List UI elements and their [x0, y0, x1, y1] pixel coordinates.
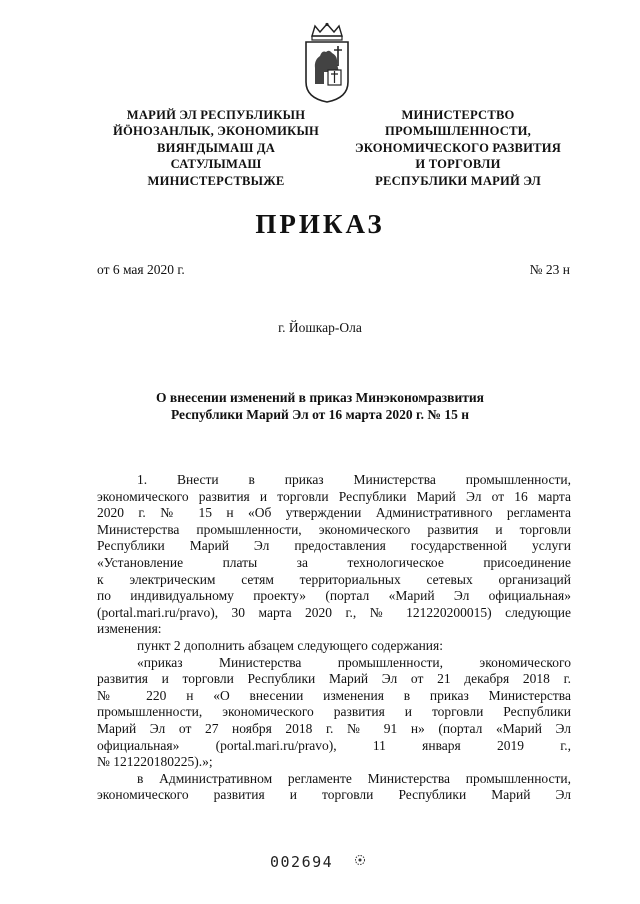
header-right-line: И ТОРГОВЛИ — [415, 157, 501, 172]
header-left-line: МАРИЙ ЭЛ РЕСПУБЛИКЫН — [126, 108, 306, 122]
body-line: пункт 2 дополнить абзацем следующего содержания: — [137, 637, 443, 653]
header-left-line: ЙӦНОЗАНЛЫК, ЭКОНОМИКЫН — [112, 124, 320, 139]
body-line: (portal.mari.ru/pravo), 30 марта 2020 г., № 121220200015) следующие — [97, 604, 571, 620]
subject-line: Республики Марий Эл от 16 марта 2020 г. № 15 н — [170, 407, 469, 422]
header-left-line: МИНИСТЕРСТВЫЖЕ — [147, 173, 285, 188]
body-line: к электрическим сетям территориальных сетевых организаций — [97, 571, 571, 587]
order-subject — [0, 389, 640, 423]
header-right-line: ЭКОНОМИЧЕСКОГО РАЗВИТИЯ — [354, 140, 562, 155]
body-line: 2020 г. № 15 н «Об утверждении Административного регламента — [97, 505, 571, 521]
body-line: Республики Марий Эл предоставления государственной услуги — [97, 538, 571, 554]
coat-of-arms-icon — [302, 22, 352, 104]
body-line: экономического развития и торговли Республики Марий Эл — [97, 787, 571, 803]
order-number: № 23 н — [529, 262, 570, 277]
header-russian — [340, 107, 576, 189]
body-line: № 220 н «О внесении изменения в приказ Министерства — [97, 687, 571, 703]
body-line: «приказ Министерства промышленности, экономического — [137, 654, 571, 670]
order-body — [97, 472, 571, 804]
order-city: г. Йошкар-Ола — [278, 320, 362, 335]
header-left-line: ВИЯҤДЫМАШ ДА — [156, 140, 276, 155]
subject-line: О внесении изменений в приказ Минэкономразвития — [156, 390, 484, 405]
body-line: экономического развития и торговли Республики Марий Эл от 16 марта — [97, 488, 571, 504]
body-line: 1. Внести в приказ Министерства промышленности, — [137, 472, 571, 487]
header-mari — [98, 107, 334, 189]
order-date: от 6 мая 2020 г. — [97, 262, 185, 277]
body-line: промышленности, экономического развития и торговли Республики — [97, 704, 571, 720]
body-line: Марий Эл от 27 ноября 2018 г. № 91 н» (портал «Марий Эл — [97, 720, 571, 736]
body-line: № 121220180225).»; — [97, 754, 213, 770]
page-title: ПРИКАЗ — [255, 209, 385, 239]
body-line: в Административном регламенте Министерства промышленности, — [137, 770, 571, 786]
body-line: по индивидуальному проекту» (портал «Марий Эл официальная» — [97, 588, 571, 604]
header-right-line: РЕСПУБЛИКИ МАРИЙ ЭЛ — [375, 173, 541, 188]
header-left-line: САТУЛЫМАШ — [170, 157, 262, 172]
asterisk-stamp-icon — [353, 853, 367, 867]
header-right-line: ПРОМЫШЛЕННОСТИ, — [384, 124, 532, 139]
body-line: «Установление платы за технологическое присоединение — [97, 554, 571, 570]
body-line: официальная» (portal.mari.ru/pravo), 11 января 2019 г., — [97, 737, 571, 753]
header-right-line: МИНИСТЕРСТВО — [401, 108, 515, 122]
body-line: изменения: — [97, 621, 162, 637]
serial-stamp: 002694 — [270, 853, 334, 871]
body-line: Министерства промышленности, экономического развития и торговли — [97, 521, 571, 537]
body-line: развития и торговли Республики Марий Эл от 21 декабря 2018 г. — [97, 671, 571, 687]
